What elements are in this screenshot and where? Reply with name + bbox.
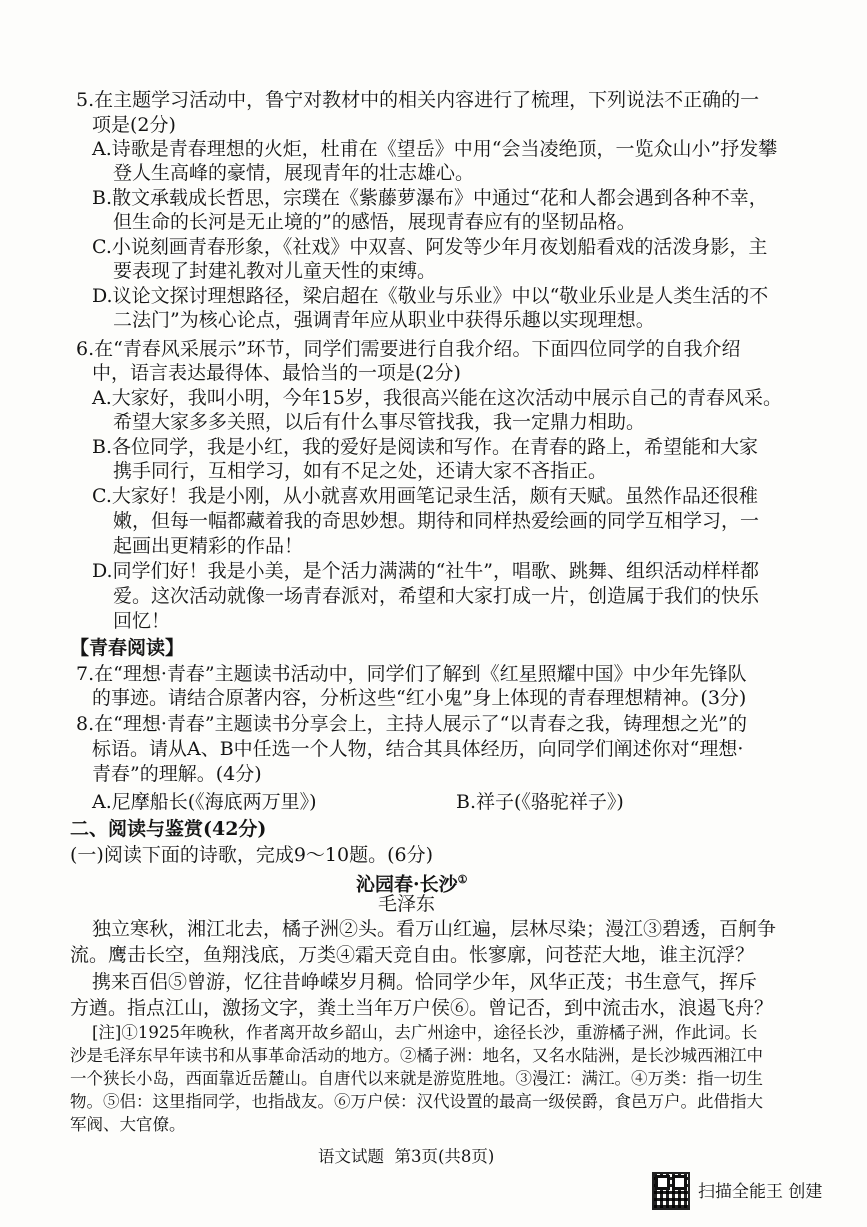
qr-code-icon [652, 1172, 690, 1210]
poem-line2: 流。鹰击长空，鱼翔浅底，万类④霜天竞自由。怅寥廓，问苍茫大地，谁主沉浮？ [70, 944, 755, 966]
q6-option-a-line1: A.大家好，我叫小明，今年15岁，我很高兴能在这次活动中展示自己的青春风采。 [92, 387, 782, 409]
q6-option-c-line3: 起画出更精彩的作品！ [113, 535, 304, 557]
q8-option-a: A.尼摩船长(《海底两万里》) [92, 791, 317, 813]
q7-line1: 7.在“理想·青春”主题读书活动中，同学们了解到《红星照耀中国》中少年先锋队 [76, 663, 747, 685]
q5-option-d-line2: 二法门”为核心论点，强调青年应从职业中获得乐趣以实现理想。 [113, 309, 655, 331]
q8-line2: 标语。请从A、B中任选一个人物，结合其具体经历，向同学们阐述你对“理想· [92, 738, 744, 760]
q6-option-d-line1: D.同学们好！我是小美，是个活力满满的“社牛”，唱歌、跳舞、组织活动样样都 [92, 560, 760, 582]
q6-option-c-line2: 嫩，但每一幅都藏着我的奇思妙想。期待和同样热爱绘画的同学互相学习，一 [113, 510, 760, 532]
q7-line2: 的事迹。请结合原著内容，分析这些“红小鬼”身上体现的青春理想精神。(3分) [92, 687, 747, 709]
note-line1: [注]①1925年晚秋，作者离开故乡韶山，去广州途中，途径长沙，重游橘子洲，作此词。长 [92, 1023, 758, 1042]
q5-option-a-line2: 登人生高峰的豪情，展现青年的壮志雄心。 [113, 162, 475, 184]
section-header-youth-reading: 【青春阅读】 [70, 637, 185, 659]
poem-author: 毛泽东 [378, 893, 436, 915]
q6-stem-line1: 6.在“青春风采展示”环节，同学们需要进行自我介绍。下面四位同学的自我介绍 [76, 338, 741, 360]
q6-option-a-line2: 希望大家多多关照，以后有什么事尽管找我，我一定鼎力相助。 [113, 411, 646, 433]
q6-option-c-line1: C.大家好！我是小刚，从小就喜欢用画笔记录生活，颇有天赋。虽然作品还很稚 [92, 485, 758, 507]
q8-line3: 青春”的理解。(4分) [92, 763, 262, 785]
note-line3: 一个狭长小岛，西面靠近岳麓山。自唐代以来就是游览胜地。③漫江：满江。④万类：指一切生 [70, 1069, 763, 1088]
poem-title-footnote: ① [457, 873, 468, 886]
q6-option-d-line2: 爱。这次活动就像一场青春派对，希望和大家打成一片，创造属于我们的快乐 [113, 585, 760, 607]
q6-stem-line2: 中，语言表达最得体、最恰当的一项是(2分) [92, 362, 461, 384]
section2-subtitle: (一)阅读下面的诗歌，完成9～10题。(6分) [70, 844, 434, 866]
q8-line1: 8.在“理想·青春”主题读书分享会上，主持人展示了“以青春之我，铸理想之光”的 [76, 713, 748, 735]
q5-option-a-line1: A.诗歌是青春理想的火炬，杜甫在《望岳》中用“会当凌绝顶，一览众山小”抒发攀 [92, 138, 778, 160]
poem-line4: 方遒。指点江山，激扬文字，粪土当年万户侯⑥。曾记否，到中流击水，浪遏飞舟？ [70, 997, 774, 1019]
q5-option-b-line1: B.散文承载成长哲思，宗璞在《紫藤萝瀑布》中通过“花和人都会遇到各种不幸， [92, 187, 768, 209]
q5-stem-line2: 项是(2分) [92, 114, 176, 136]
q6-option-b-line2: 携手同行，互相学习，如有不足之处，还请大家不吝指正。 [113, 460, 608, 482]
q6-option-b-line1: B.各位同学，我是小红，我的爱好是阅读和写作。在青春的路上，希望能和大家 [92, 436, 759, 458]
section2-title: 二、阅读与鉴赏(42分) [70, 818, 267, 840]
q5-stem-line1: 5.在主题学习活动中，鲁宁对教材中的相关内容进行了梳理，下列说法不正确的一 [76, 89, 760, 111]
note-line4: 物。⑤侣：这里指同学，也指战友。⑥万户侯：汉代设置的最高一级侯爵，食邑万户。此借指大 [70, 1092, 763, 1111]
poem-line3: 携来百侣⑤曾游，忆往昔峥嵘岁月稠。恰同学少年，风华正茂；书生意气，挥斥 [92, 971, 758, 993]
q5-option-c-line1: C.小说刻画青春形象，《社戏》中双喜、阿发等少年月夜划船看戏的活泼身影，主 [92, 236, 768, 258]
scanner-watermark: 扫描全能王 创建 [698, 1182, 823, 1202]
poem-title-text: 沁园春·长沙 [356, 873, 458, 896]
poem-line1: 独立寒秋，湘江北去，橘子洲②头。看万山红遍，层林尽染；漫江③碧透，百舸争 [92, 918, 777, 940]
q8-option-b: B.祥子(《骆驼祥子》) [456, 791, 624, 813]
q5-option-b-line2: 但生命的长河是无止境的”的感悟，展现青春应有的坚韧品格。 [113, 211, 636, 233]
q5-option-d-line1: D.议论文探讨理想路径，梁启超在《敬业与乐业》中以“敬业乐业是人类生活的不 [92, 285, 769, 307]
q5-option-c-line2: 要表现了封建礼教对儿童天性的束缚。 [113, 260, 437, 282]
note-line2: 沙是毛泽东早年读书和从事革命活动的地方。②橘子洲：地名，又名水陆洲，是长沙城西湘江中 [70, 1046, 763, 1065]
page-footer: 语文试题 第3页(共8页) [318, 1147, 495, 1166]
q6-option-d-line3: 回忆！ [113, 610, 171, 632]
note-line5: 军阀、大官僚。 [70, 1115, 186, 1134]
